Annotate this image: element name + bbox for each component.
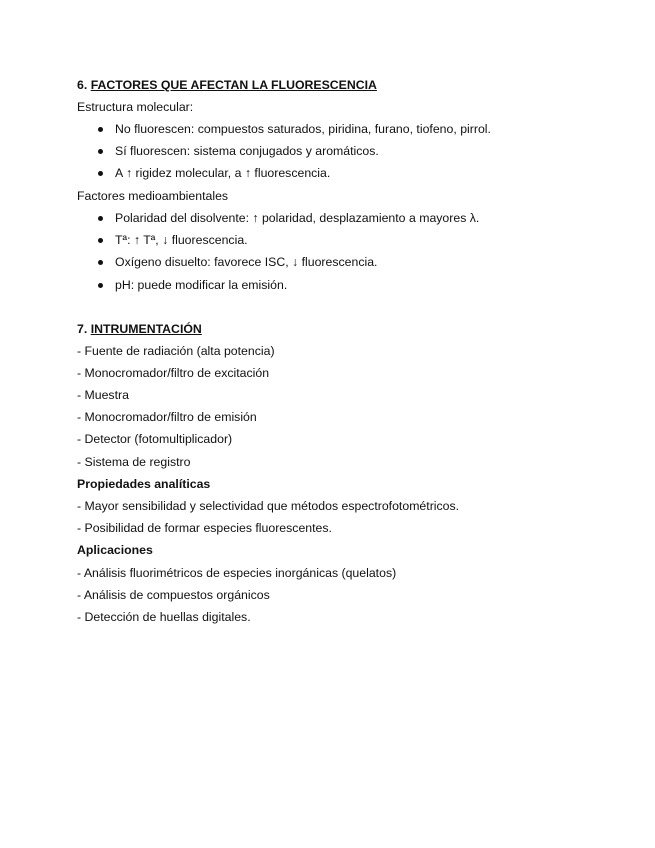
section-6-heading [77,77,377,93]
bullet-icon [98,238,103,243]
bullet-icon [98,216,103,221]
list-item: - Posibilidad de formar especies fluorescentes. [77,521,332,535]
list-item: - Detección de huellas digitales. [77,610,251,624]
bullet-icon [98,260,103,265]
list-item: Polaridad del disolvente: ↑ polaridad, desplazamiento a mayores λ. [115,211,480,225]
factores-medioambientales-label: Factores medioambientales [77,189,229,203]
bullet-icon [98,283,103,288]
list-item: - Mayor sensibilidad y selectividad que métodos espectrofotométricos. [77,499,460,513]
list-item: Sí fluorescen: sistema conjugados y aromáticos. [115,144,379,158]
list-item: - Monocromador/filtro de emisión [77,410,257,424]
bullet-icon [98,127,103,132]
section-7-title: INTRUMENTACIÓN [90,322,202,336]
propiedades-analiticas-label: Propiedades analíticas [77,477,211,491]
list-item: - Sistema de registro [77,455,191,469]
list-item: - Detector (fotomultiplicador) [77,432,233,446]
list-item: Oxígeno disuelto: favorece ISC, ↓ fluorescencia. [115,255,378,269]
bullet-icon [98,171,103,176]
aplicaciones-label: Aplicaciones [77,543,153,557]
section-7-number: 7. [77,322,88,336]
list-item: Tª: ↑ Tª, ↓ fluorescencia. [115,233,248,247]
list-item: A ↑ rigidez molecular, a ↑ fluorescencia. [115,166,331,180]
list-item: - Análisis de compuestos orgánicos [77,588,270,602]
list-item: pH: puede modificar la emisión. [115,278,288,292]
estructura-molecular-label: Estructura molecular: [77,100,194,114]
section-7-heading [77,321,202,337]
section-6-number: 6. [77,78,88,92]
list-item: - Monocromador/filtro de excitación [77,366,270,380]
section-6-title: FACTORES QUE AFECTAN LA FLUORESCENCIA [90,78,377,92]
list-item: - Análisis fluorimétricos de especies inorgánicas (quelatos) [77,566,397,580]
list-item: - Muestra [77,388,129,402]
list-item: No fluorescen: compuestos saturados, piridina, furano, tiofeno, pirrol. [115,122,491,136]
list-item: - Fuente de radiación (alta potencia) [77,344,275,358]
bullet-icon [98,149,103,154]
